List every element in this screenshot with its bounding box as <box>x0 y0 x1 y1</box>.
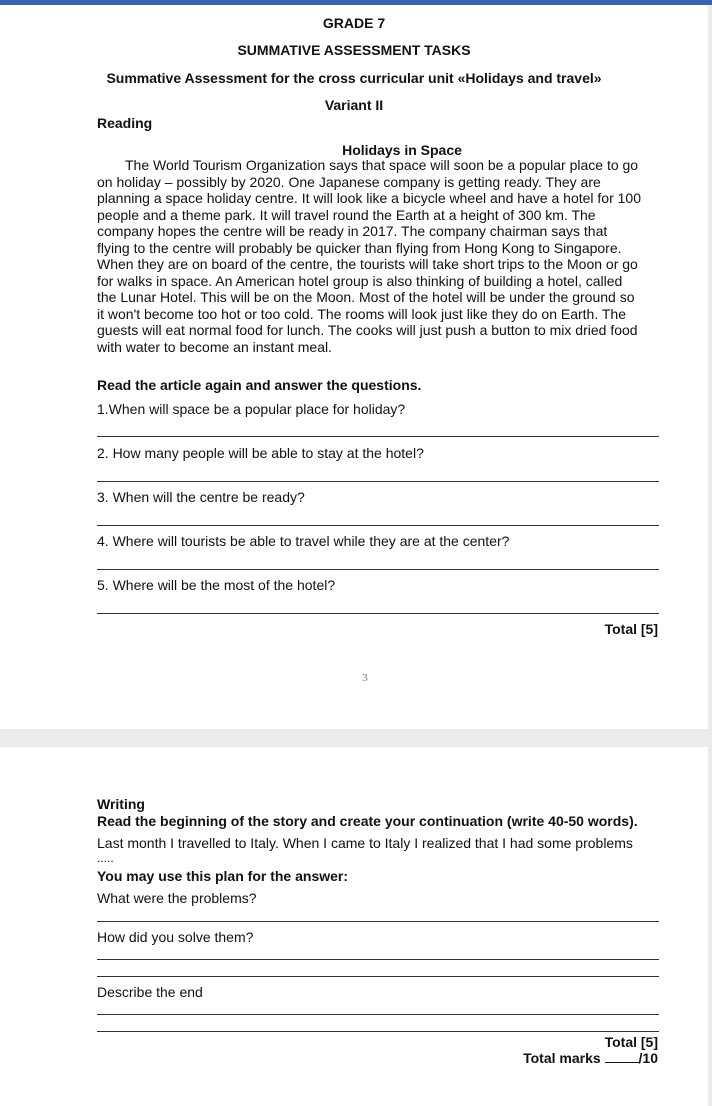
article-line: planning a space holiday centre. It will look like a bicycle wheel and have a hotel for 100 <box>97 190 641 206</box>
question-5: 5. Where will be the most of the hotel? <box>97 577 336 593</box>
article-line: on holiday – possibly by 2020. One Japanese company is getting ready. They are <box>97 173 601 190</box>
total-marks-suffix: /10 <box>638 1050 658 1066</box>
article-line: for walks in space. An American hotel group is also thinking of building a hotel, called <box>97 272 623 289</box>
answer-line-4[interactable] <box>97 569 659 570</box>
article-line: with water to become an instant meal. <box>97 338 333 355</box>
article-line: guests will eat normal food for lunch. The cooks will just push a button to mix dried food <box>97 322 638 338</box>
writing-line-3[interactable] <box>97 976 659 977</box>
unit-subtitle: Summative Assessment for the cross curricular unit «Holidays and travel» <box>106 70 602 86</box>
writing-total: Total [5] <box>604 1034 658 1050</box>
question-4: 4. Where will tourists be able to travel while they are at the center? <box>97 533 510 549</box>
question-2: 2. How many people will be able to stay at the hotel? <box>97 445 424 461</box>
answer-line-3[interactable] <box>97 525 659 526</box>
answer-line-1[interactable] <box>97 436 659 437</box>
total-marks <box>523 1050 658 1066</box>
writing-line-1[interactable] <box>97 921 659 922</box>
document-page-1 <box>0 5 708 729</box>
article-line: The World Tourism Organization says that space will soon be a popular place to go <box>125 157 639 173</box>
answer-line-5[interactable] <box>97 613 659 614</box>
document-page-2 <box>0 747 708 1106</box>
grade-heading: GRADE 7 <box>322 15 386 31</box>
plan-item-solve: How did you solve them? <box>97 929 254 945</box>
plan-label: You may use this plan for the answer: <box>97 868 349 884</box>
plan-item-end: Describe the end <box>97 984 203 1000</box>
writing-instruction: Read the beginning of the story and create your continuation (write 40-50 words). <box>97 813 638 829</box>
article-line: flying to the centre will probably be quicker than flying from Hong Kong to Singapore. <box>97 239 622 256</box>
article-line: people and a theme park. It will travel round the Earth at a height of 300 km. The <box>97 206 596 223</box>
page-number: 3 <box>362 672 368 684</box>
writing-line-4[interactable] <box>97 1014 659 1015</box>
question-3: 3. When will the centre be ready? <box>97 489 305 505</box>
writing-label: Writing <box>97 796 145 812</box>
reading-total: Total [5] <box>604 621 658 637</box>
article-line: company hopes the centre will be ready in 2017. The company chairman says that <box>97 223 608 239</box>
reading-label: Reading <box>97 115 153 131</box>
variant-heading: Variant II <box>324 97 384 113</box>
article-title: Holidays in Space <box>342 142 462 158</box>
story-ellipsis: ..... <box>97 851 114 865</box>
answer-line-2[interactable] <box>97 481 659 482</box>
tasks-heading: SUMMATIVE ASSESSMENT TASKS <box>237 42 471 58</box>
total-marks-blank[interactable] <box>605 1050 639 1063</box>
writing-line-5[interactable] <box>97 1031 659 1032</box>
reading-instruction: Read the article again and answer the questions. <box>97 377 422 393</box>
plan-item-problems: What were the problems? <box>97 890 257 906</box>
article-body <box>97 157 662 355</box>
story-beginning: Last month I travelled to Italy. When I came to Italy I realized that I had some problems <box>97 835 633 851</box>
article-line: the Lunar Hotel. This will be on the Moon. Most of the hotel will be under the ground so <box>97 289 635 305</box>
writing-line-2[interactable] <box>97 959 659 960</box>
article-line: it won't become too hot or too cold. The rooms will look just like they do on Earth. The <box>97 305 626 322</box>
question-1: 1.When will space be a popular place for holiday? <box>97 401 406 417</box>
total-marks-label: Total marks <box>523 1050 601 1066</box>
article-line: When they are on board of the centre, the tourists will take short trips to the Moon or go <box>97 256 638 272</box>
